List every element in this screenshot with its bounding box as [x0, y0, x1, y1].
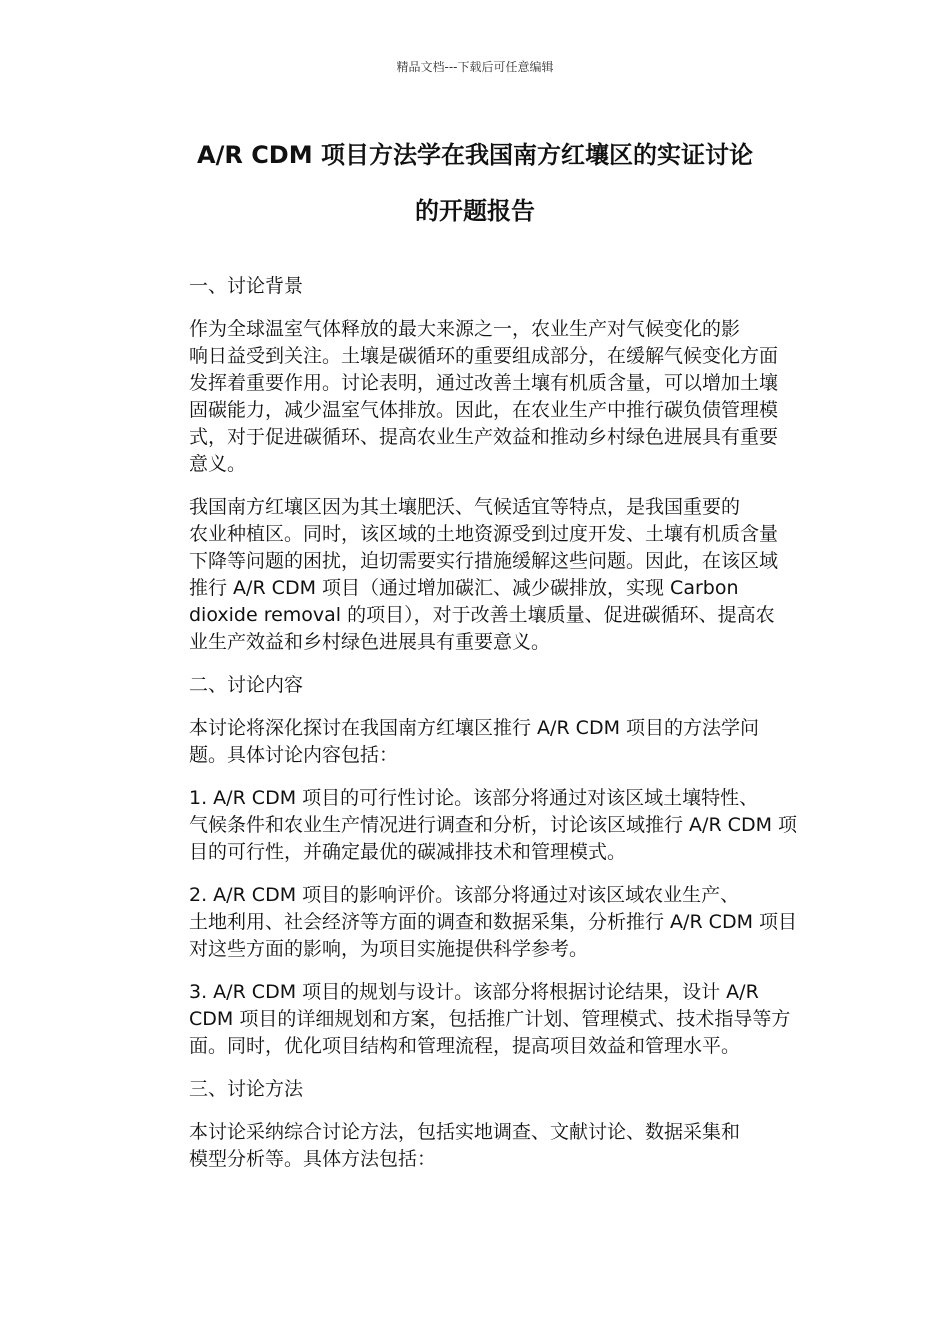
- paragraph-line: 发挥着重要作用。讨论表明，通过改善土壤有机质含量，可以增加土壤: [189, 372, 779, 394]
- body-paragraph: [145, 785, 810, 866]
- section-heading: 一、讨论背景: [189, 275, 304, 297]
- paragraph-line: 土地利用、社会经济等方面的调查和数据采集，分析推行 A/R CDM 项目: [189, 911, 798, 933]
- paragraph-line: 下降等问题的困扰，迫切需要实行措施缓解这些问题。因此，在该区域: [189, 550, 779, 572]
- paragraph-line: 响日益受到关注。土壤是碳循环的重要组成部分，在缓解气候变化方面: [189, 345, 779, 367]
- document-title-line-2: 的开题报告: [415, 197, 535, 225]
- paragraph-line: 本讨论将深化探讨在我国南方红壤区推行 A/R CDM 项目的方法学问: [189, 717, 760, 739]
- body-paragraph: [145, 715, 810, 769]
- paragraph-line: 对这些方面的影响，为项目实施提供科学参考。: [189, 938, 589, 960]
- paragraph-line: 固碳能力，减少温室气体排放。因此，在农业生产中推行碳负债管理模: [189, 399, 779, 421]
- paragraph-line: 模型分析等。具体方法包括：: [189, 1148, 437, 1170]
- paragraph-line: CDM 项目的详细规划和方案，包括推广计划、管理模式、技术指导等方: [189, 1008, 791, 1030]
- body-paragraph: [145, 494, 810, 656]
- body-paragraph: [145, 316, 810, 478]
- document-title-line-1: A/R CDM 项目方法学在我国南方红壤区的实证讨论: [197, 141, 753, 169]
- header-note: 精品文档---下载后可任意编辑: [396, 60, 554, 74]
- paragraph-line: 1. A/R CDM 项目的可行性讨论。该部分将通过对该区域土壤特性、: [189, 787, 759, 809]
- paragraph-line: 目的可行性，并确定最优的碳减排技术和管理模式。: [189, 841, 627, 863]
- body-paragraph: [145, 979, 810, 1060]
- paragraph-line: 气候条件和农业生产情况进行调查和分析，讨论该区域推行 A/R CDM 项: [189, 814, 798, 836]
- paragraph-line: 推行 A/R CDM 项目（通过增加碳汇、减少碳排放，实现 Carbon: [189, 577, 739, 599]
- body-paragraph: [145, 1119, 810, 1173]
- document-body: [145, 273, 810, 1189]
- paragraph-line: 2. A/R CDM 项目的影响评价。该部分将通过对该区域农业生产、: [189, 884, 740, 906]
- body-paragraph: [145, 882, 810, 963]
- paragraph-line: 农业种植区。同时，该区域的土地资源受到过度开发、土壤有机质含量: [189, 523, 779, 545]
- paragraph-line: 面。同时，优化项目结构和管理流程，提高项目效益和管理水平。: [189, 1035, 741, 1057]
- paragraph-line: 题。具体讨论内容包括：: [189, 744, 399, 766]
- section-heading: 三、讨论方法: [189, 1078, 304, 1100]
- paragraph-line: 我国南方红壤区因为其土壤肥沃、气候适宜等特点，是我国重要的: [189, 496, 741, 518]
- section-heading: 二、讨论内容: [189, 674, 304, 696]
- paragraph-line: 业生产效益和乡村绿色进展具有重要意义。: [189, 631, 551, 653]
- paragraph-line: 作为全球温室气体释放的最大来源之一，农业生产对气候变化的影: [189, 318, 741, 340]
- paragraph-line: 式，对于促进碳循环、提高农业生产效益和推动乡村绿色进展具有重要: [189, 426, 779, 448]
- paragraph-line: 本讨论采纳综合讨论方法，包括实地调查、文献讨论、数据采集和: [189, 1121, 741, 1143]
- paragraph-line: dioxide removal 的项目），对于改善土壤质量、促进碳循环、提高农: [189, 604, 775, 626]
- paragraph-line: 3. A/R CDM 项目的规划与设计。该部分将根据讨论结果，设计 A/R: [189, 981, 759, 1003]
- paragraph-line: 意义。: [189, 453, 247, 475]
